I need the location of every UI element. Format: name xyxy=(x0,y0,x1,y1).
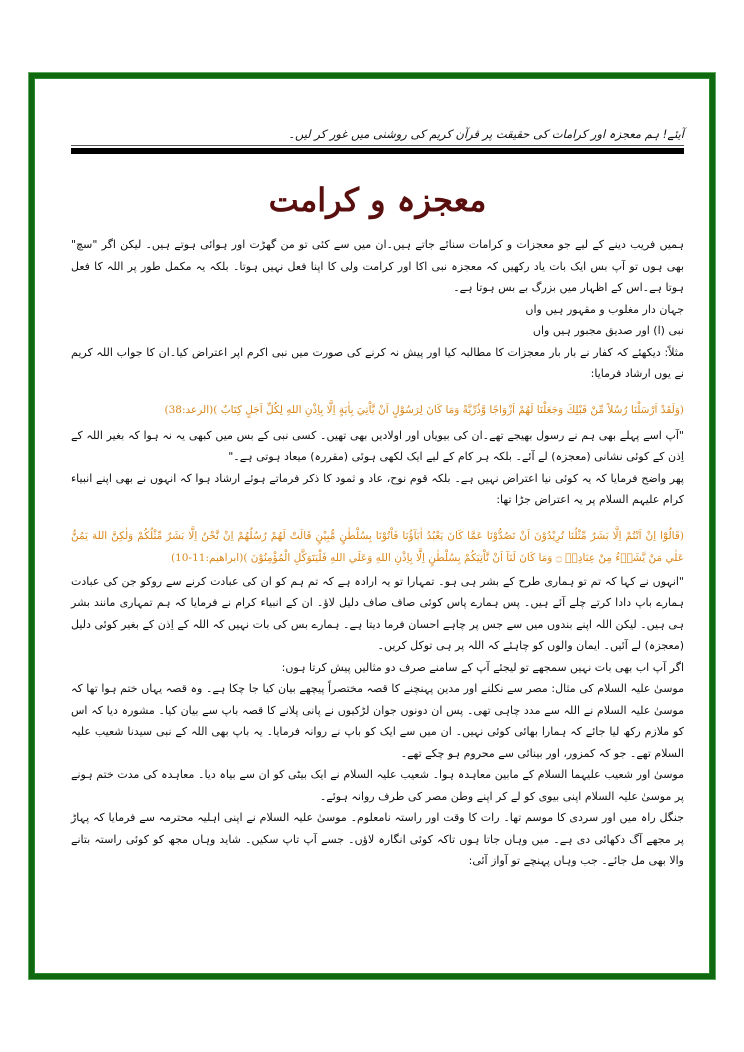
rule-thin-line xyxy=(71,145,684,146)
paragraph: جنگل راہ میں اور سردی کا موسم تھا۔ رات کا وقت اور راستہ نامعلوم۔ موسیٰ علیہ السلام نے اپنی اہلیہ محترمہ سے فرمایا کہ پہاڑ پر مجھے آگ دکھائی دی ہے۔ میں وہاں جاتا ہوں تاکہ کوئی انگارہ لاؤں۔ جسے آپ تاپ سکیں۔ شاید وہاں مجھ کو کوئی راستہ بتانے والا بھی مل جائے۔ جب وہاں پہنچے تو آواز آئی: xyxy=(71,811,684,867)
intro-line: آیئے! ہم معجزہ اور کرامات کی حقیقت پر قرآن کریم کی روشنی میں غور کر لیں۔ xyxy=(288,127,684,141)
paragraph: پھر واضح فرمایا کہ یہ کوئی نیا اعتراض نہیں ہے۔ بلکہ قوم نوح، عاد و ثمود کا ذکر فرماتے ہوئے ارشاد ہوا کہ انہوں نے بھی اپنے انبیاء کرام علیہم السلام پر یہ اعتراض جڑا تھا: xyxy=(71,471,684,506)
paragraph: موسیٰ علیہ السلام کی مثال: مصر سے نکلنے اور مدین پہنچنے کا قصہ مختصراً پیچھے بیان کیا جا چکا ہے۔ وہ قصہ یہاں ختم ہوا تھا کہ موسیٰ علیہ السلام نے اللہ سے مدد چاہی تھی۔ پس ان دونوں جوان لڑکیوں نے پانی پلانے کا قصہ باپ سے بیان کیا۔ مشورہ دیا کہ اس کو ملازم رکھ لیا جائے کہ ہمارا بھائی کوئی نہیں۔ ان میں سے ایک کو باپ نے روانہ فرمایا۔ یہ باپ بھی اللہ کے نبی سیدنا شعیب علیہ السلام تھے۔ جو کہ کمزور، اور بینائی سے محروم ہو چکے تھے۔ xyxy=(71,682,684,760)
paragraph: اگر آپ اب بھی بات نہیں سمجھے تو لیجئے آپ کے سامنے صرف دو مثالیں پیش کرتا ہوں: xyxy=(281,660,684,674)
article-body xyxy=(71,234,684,872)
horizontal-rule xyxy=(71,145,684,155)
ayah-translation: "انہوں نے کہا کہ تم تو ہماری طرح کے بشر ہی ہو۔ تمہارا تو یہ ارادہ ہے کہ تم ہم کو ان کی عبادت کرنے سے روکو جن کی عبادت ہمارے باپ دادا کرتے چلے آئے ہیں۔ پس ہمارے پاس کوئی صاف صاف دلیل لاؤ۔ ان کے انبیاء کرام نے فرمایا کہ ہم تمہاری مانند بشر ہی ہیں۔ لیکن اللہ اپنے بندوں میں سے جس پر چاہے احسان فرما دیتا ہے۔ ہمارے بس کی بات نہیں کہ اللہ کے اِذن کے بغیر کوئی دلیل (معجزہ) لے آئیں۔ ایمان والوں کو چاہئے کہ اللہ پر ہی توکل کریں۔ xyxy=(71,574,684,652)
verse-line: جہان دار مغلوب و مقہور ہیں واں xyxy=(525,302,684,316)
paragraph: مثلاً: دیکھئے کہ کفار نے بار بار معجزات کا مطالبہ کیا اور پیش نہ کرنے کی صورت میں نبی اکرم اپر اعتراض کیا۔ان کا جواب اللہ کریم نے یوں ارشاد فرمایا: xyxy=(71,345,684,380)
paragraph: موسیٰ اور شعیب علیہما السلام کے مابین معاہدہ ہوا۔ شعیب علیہ السلام نے ایک بیٹی کو ان سے بیاہ دیا۔ معاہدہ کی مدت ختم ہونے پر موسیٰ علیہ السلام اپنی بیوی کو لے کر اپنے وطن مصر کی طرف روانہ ہوئے۔ xyxy=(71,768,684,803)
ayah-translation: "آپ اسے پہلے بھی ہم نے رسول بھیجے تھے۔ان کی بیویاں اور اولادیں بھی تھیں۔ کسی نبی کے بس میں کبھی یہ نہ ہوا کہ بغیر اللہ کے اِذن کے کوئی نشانی (معجزہ) لے آئے۔ بلکہ ہر کام کے لیے ایک لکھی ہوئی (مقررہ) میعاد ہوتی ہے۔" xyxy=(71,428,684,463)
quran-ayah: (وَلَقَدْ اَرْسَلْنَا رُسُلاً مِّنْ قَبْلِكَ وَجَعَلْنَا لَهُمْ اَزْوَاجًا وَّذُرِّيَّةً وَمَا كَانَ لِرَسُوْلٍ اَنْ يَّاْتِيَ بِاٰيَةٍ اِلَّا بِاِذْنِ اللهِ لِكُلِّ اَجَلٍ كِتَابٌ )(الرعد:38) xyxy=(164,403,684,416)
verse-line: نبی (ا) اور صدیق مجبور ہیں واں xyxy=(532,324,684,337)
page-frame xyxy=(29,73,715,979)
page-title: معجزہ و کرامت xyxy=(268,181,487,219)
quran-ayah: (قَالُوْٓا اِنْ اَنْتُمْ اِلَّا بَشَرٌ مِّثْلُنَا تُرِيْدُوْنَ اَنْ تَصُدُّوْنَا عَمَّا كَانَ يَعْبُدُ اٰبَآؤُنَا فَاْتُوْنَا بِسُلْطٰنٍ مُّبِيْنٍ قَالَتْ لَهُمْ رُسُلُهُمْ اِنْ نَّحْنُ اِلَّا بَشَرٌ مِّثْلُكُمْ وَلٰكِنَّ اللهَ يَمُنُّ عَلٰي مَنْ يَّشَاۗءُ مِنْ عِبَادِهٖ ۝ وَمَا كَانَ لَنَآ اَنْ نَّاْتِيَكُمْ بِسُلْطٰنٍ اِلَّا بِاِذْنِ اللهِ وَعَلَي اللهِ فَلْيَتَوَكَّلِ الْمُؤْمِنُوْنَ )(ابراهیم:11-10) xyxy=(71,529,684,564)
paragraph: ہمیں فریب دینے کے لیے جو معجزات و کرامات سنائے جاتے ہیں۔ان میں سے کئی تو من گھڑت اور ہوائی ہوتے ہیں۔ لیکن اگر "سچ" بھی ہوں تو آپ بس ایک بات یاد رکھیں کہ معجزہ نبی اکا اور کرامت ولی کا اپنا فعل نہیں ہوتا۔ بلکہ یہ مکمل طور پر اللہ کا فعل ہوتا ہے۔اس کے اظہار میں بزرگ بے بس ہوتا ہے۔ xyxy=(71,238,684,294)
rule-thick-bar xyxy=(71,148,684,154)
